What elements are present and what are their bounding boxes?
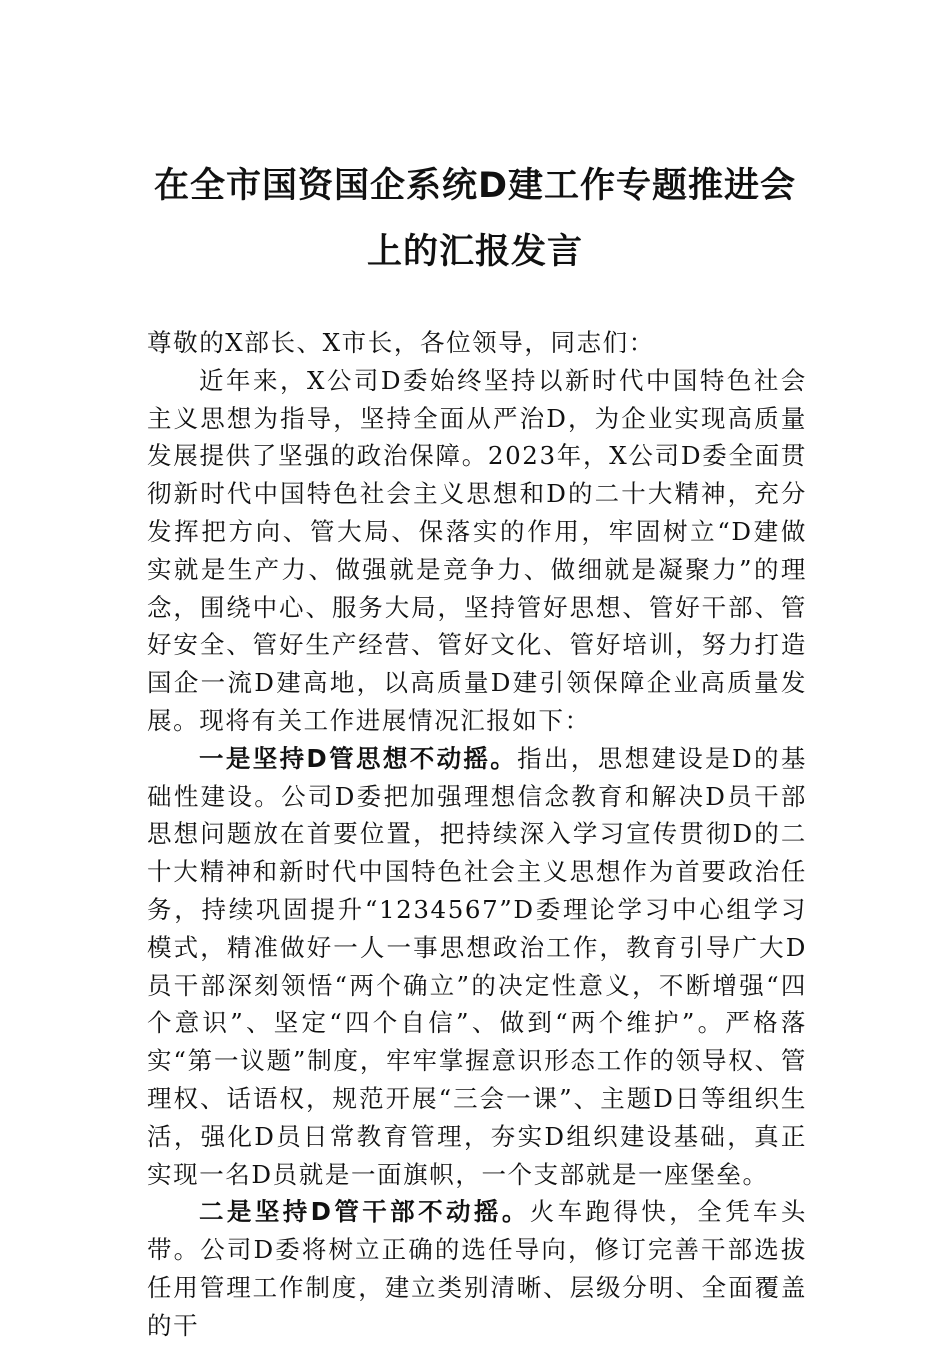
- document-title-line-1: 在全市国资国企系统D建工作专题推进会: [153, 166, 797, 206]
- salutation: 尊敬的X部长、X市长，各位领导，同志们：: [147, 328, 655, 357]
- document-title-line-2: 上的汇报发言: [366, 232, 583, 272]
- intro-paragraph: 近年来，X公司D委始终坚持以新时代中国特色社会主义思想为指导，坚持全面从严治D，为企业实现高质量发展提供了坚强的政治保障。2023年，X公司D委全面贯彻新时代中国特色社会主义思想和D的二十大精神，充分发挥把方向、管大局、保落实的作用，牢固树立“D建做实就是生产力、做强就是竞争力、做细就是凝聚力”的理念，围绕中心、服务大局，坚持管好思想、管好干部、管好安全、管好生产经营、管好文化、管好培训，努力打造国企一流D建高地，以高质量D建引领保障企业高质量发展。现将有关工作进展情况汇报如下：: [147, 365, 807, 735]
- section-1-paragraph: [147, 740, 807, 1194]
- section-2-body: 火车跑得快，全凭车头带。公司D委将树立正确的选任导向，修订完善干部选拔任用管理工作制度，建立类别清晰、层级分明、全面覆盖的干: [147, 1197, 807, 1340]
- section-2-paragraph: [147, 1193, 807, 1344]
- section-1-body: 指出，思想建设是D的基础性建设。公司D委把加强理想信念教育和解决D员干部思想问题放在首要位置，把持续深入学习宣传贯彻D的二十大精神和新时代中国特色社会主义思想作为首要政治任务，持续巩固提升“1234567”D委理论学习中心组学习模式，精准做好一人一事思想政治工作，教育引导广大D员干部深刻领悟“两个确立”的决定性意义，不断增强“四个意识”、坚定“四个自信”、做到“两个维护”。严格落实“第一议题”制度，牢牢掌握意识形态工作的领导权、管理权、话语权，规范开展“三会一课”、主题D日等组织生活，强化D员日常教育管理，夯实D组织建设基础，真正实现一名D员就是一面旗帜，一个支部就是一座堡垒。: [147, 743, 807, 1189]
- section-2-heading: 二是坚持D管干部不动摇。: [199, 1197, 530, 1227]
- document-body: [147, 324, 807, 1345]
- section-1-heading: 一是坚持D管思想不动摇。: [199, 743, 518, 773]
